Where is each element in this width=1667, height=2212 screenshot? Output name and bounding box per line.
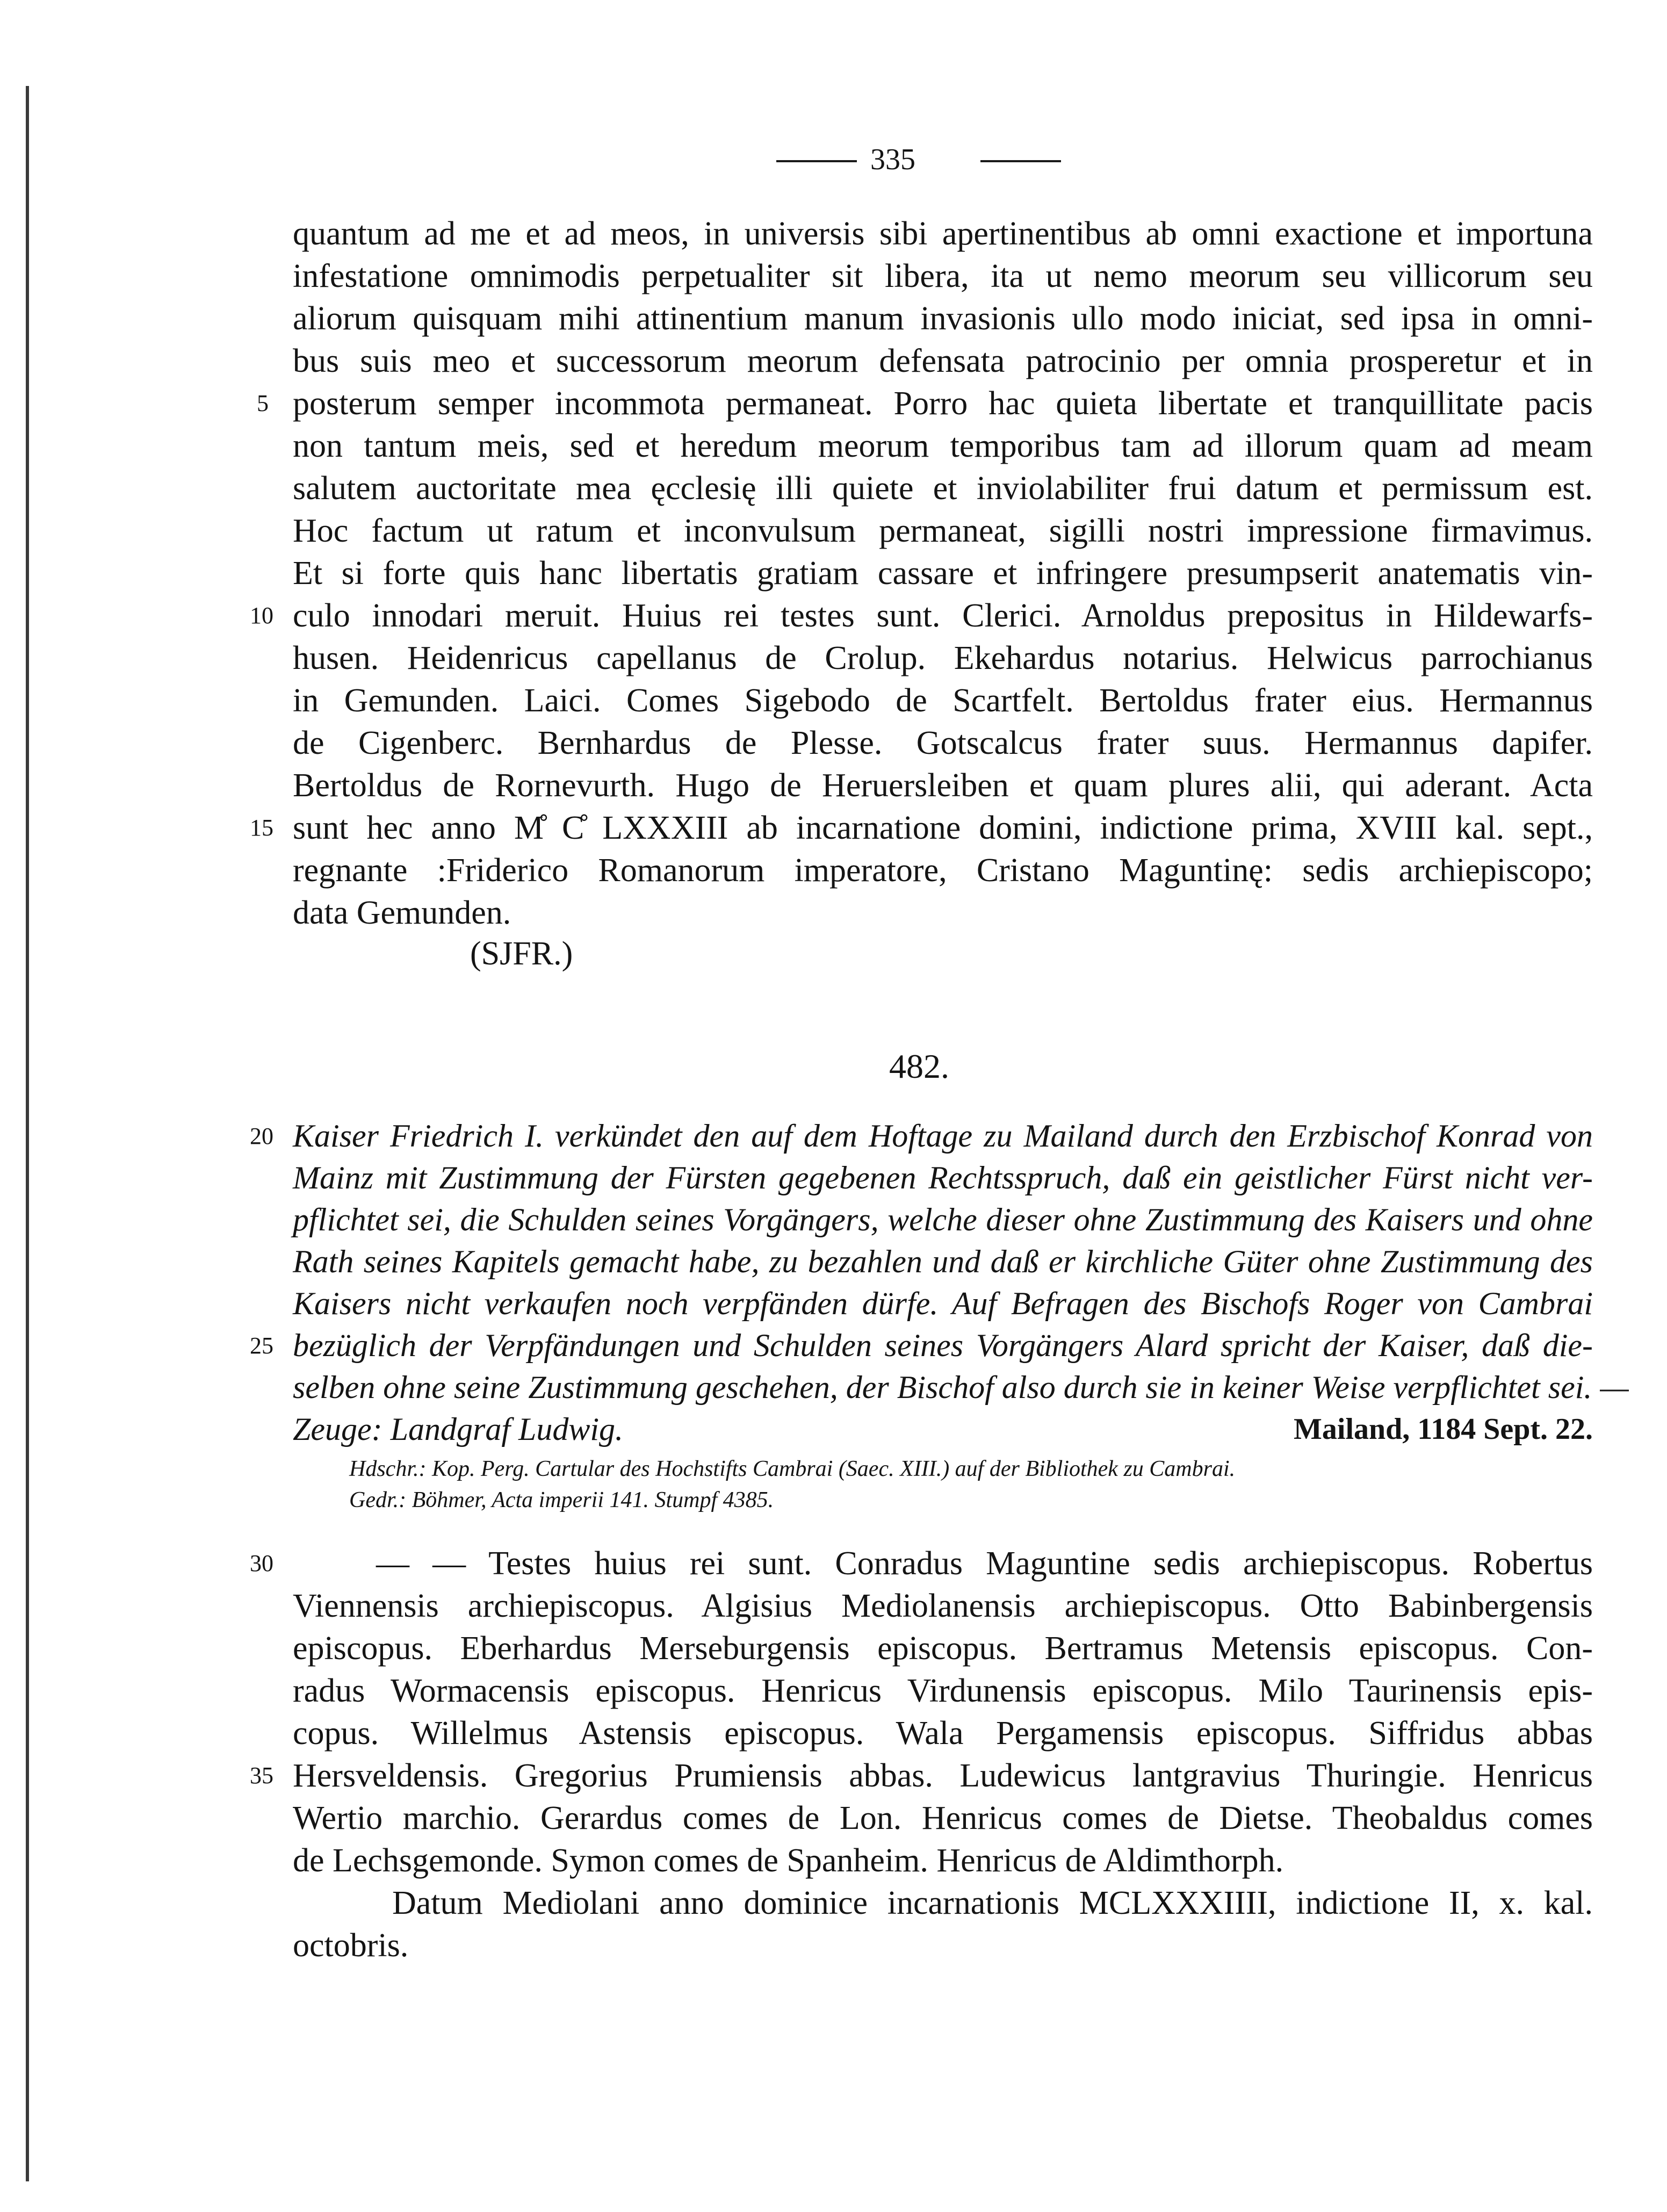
text-line: culo innodari meruit. Huius rei testes sunt. Clerici. Arnoldus prepositus in Hildewarfs- [293,597,1593,634]
text-line: radus Wormacensis episcopus. Henricus Virdunensis episcopus. Milo Taurinensis epis- [293,1673,1593,1709]
header-rule-left [776,160,857,162]
regest-line: Kaiser Friedrich I. verkündet den auf dem Hoftage zu Mailand durch den Erzbischof Konrad von [293,1118,1593,1154]
page-number: 335 [870,143,915,176]
text-line: salutem auctoritate mea ęcclesię illi quiete et inviolabiliter frui datum et permissum est. [293,470,1593,507]
regest-line: pflichtet sei, die Schulden seines Vorgängers, welche dieser ohne Zustimmung des Kaisers und ohne [293,1202,1593,1237]
line-number: 30 [250,1550,273,1576]
year-numeral: MCLXXXIIII [1079,1885,1268,1921]
text-line: bus suis meo et successorum meorum defensata patrocinio per omnia prosperetur et in [293,343,1593,379]
source-print: Gedr.: Böhmer, Acta imperii 141. Stumpf 4385. [349,1488,774,1512]
regest-place-date: Mailand, 1184 Sept. 22. [1294,1413,1593,1446]
regest-line: Rath seines Kapitels gemacht habe, zu bezahlen und daß er kirchliche Güter ohne Zustimmung des [293,1244,1593,1279]
text-segment: , x. kal. [1471,1885,1593,1921]
text-segment: Datum Mediolani anno dominice incarnationis [392,1885,1060,1921]
text-line: Hoc factum ut ratum et inconvulsum permaneat, sigilli nostri impressione firmavimus. [293,513,1593,549]
text-line: quantum ad me et ad meos, in universis sibi apertinentibus ab omni exactione et importuna [293,215,1593,252]
regest-line: selben ohne seine Zustimmung geschehen, der Bischof also durch sie in keiner Weise verpflichtet sei. — [293,1370,1629,1405]
regest-line: Kaisers nicht verkaufen noch verpfänden dürfe. Auf Befragen des Bischofs Roger von Cambrai [293,1286,1593,1321]
text-segment: , indictione [1268,1885,1430,1921]
text-line: infestatione omnimodis perpetualiter sit libera, ita ut nemo meorum seu villicorum seu [293,258,1593,294]
text-line: regnante :Friderico Romanorum imperatore, Cristano Maguntinę: sedis archiepiscopo; [293,852,1593,889]
regest-line: bezüglich der Verpfändungen und Schulden seines Vorgängers Alard spricht der Kaiser, daß die- [293,1328,1593,1363]
text-line: husen. Heidenricus capellanus de Crolup. Ekehardus notarius. Helwicus parrochianus [293,640,1593,676]
datum-line [392,1882,1593,1925]
text-line: aliorum quisquam mihi attinentium manum invasionis ullo modo iniciat, sed ipsa in omni- [293,300,1593,337]
regest-witness: Zeuge: Landgraf Ludwig. [293,1411,624,1447]
line-number: 5 [257,390,269,416]
page-edge-line [26,86,29,2181]
text-segment: sunt hec anno [293,810,496,846]
source-manuscript: Hdschr.: Kop. Perg. Cartular des Hochstifts Cambrai (Saec. XIII.) auf der Bibliothek zu Cambrai. [349,1457,1236,1481]
line-number: 10 [250,602,273,629]
text-line: copus. Willelmus Astensis episcopus. Wala Pergamensis episcopus. Siffridus abbas [293,1715,1593,1752]
line-number: 20 [250,1123,273,1149]
line-number: 35 [250,1762,273,1789]
document-number: 482. [889,1047,949,1085]
text-line [293,806,1593,849]
text-line: data Gemunden. [293,895,511,931]
text-line: Bertoldus de Rornevurth. Hugo de Heruersleiben et quam plures alii, qui aderant. Acta [293,767,1593,804]
text-line: Et si forte quis hanc libertatis gratiam cassare et infringere presumpserit anatematis vin- [293,555,1593,592]
kal-numeral: XVIII [1355,810,1437,846]
indiction-numeral: II [1448,1885,1471,1921]
text-line: episcopus. Eberhardus Merseburgensis episcopus. Bertramus Metensis episcopus. Con- [293,1630,1593,1667]
text-line: Hersveldensis. Gregorius Prumiensis abbas. Ludewicus lantgravius Thuringie. Henricus [293,1757,1593,1794]
text-line: Wertio marchio. Gerardus comes de Lon. Henricus comes de Dietse. Theobaldus comes [293,1800,1593,1836]
text-line: in Gemunden. Laici. Comes Sigebodo de Scartfelt. Bertoldus frater eius. Hermannus [293,682,1593,719]
text-line: non tantum meis, sed et heredum meorum temporibus tam ad illorum quam ad meam [293,428,1593,464]
text-segment: ab incarnatione domini, indictione prima, [746,810,1338,846]
text-line: — — Testes huius rei sunt. Conradus Maguntine sedis archiepiscopus. Robertus [376,1545,1593,1582]
text-segment: kal. sept., [1455,810,1593,846]
text-line: Viennensis archiepiscopus. Algisius Mediolanensis archiepiscopus. Otto Babinbergensis [293,1588,1593,1624]
text-line: posterum semper incommota permaneat. Porro hac quieta libertate et tranquillitate pacis [293,385,1593,422]
regest-line: Mainz mit Zustimmung der Fürsten gegebenen Rechtsspruch, daß ein geistlicher Fürst nicht ver- [293,1160,1593,1195]
text-line: de Cigenberc. Bernhardus de Plesse. Gotscalcus frater suus. Hermannus dapifer. [293,725,1593,761]
text-line: de Lechsgemonde. Symon comes de Spanheim. Henricus de Aldimthorph. [293,1842,1284,1879]
date-numeral: M̊ C̊ LXXXIII [514,810,728,846]
seal-mark: (SJFR.) [470,935,573,972]
header-rule-right [980,160,1061,162]
line-number: 15 [250,815,273,841]
line-number: 25 [250,1332,273,1359]
text-line: octobris. [293,1927,409,1964]
